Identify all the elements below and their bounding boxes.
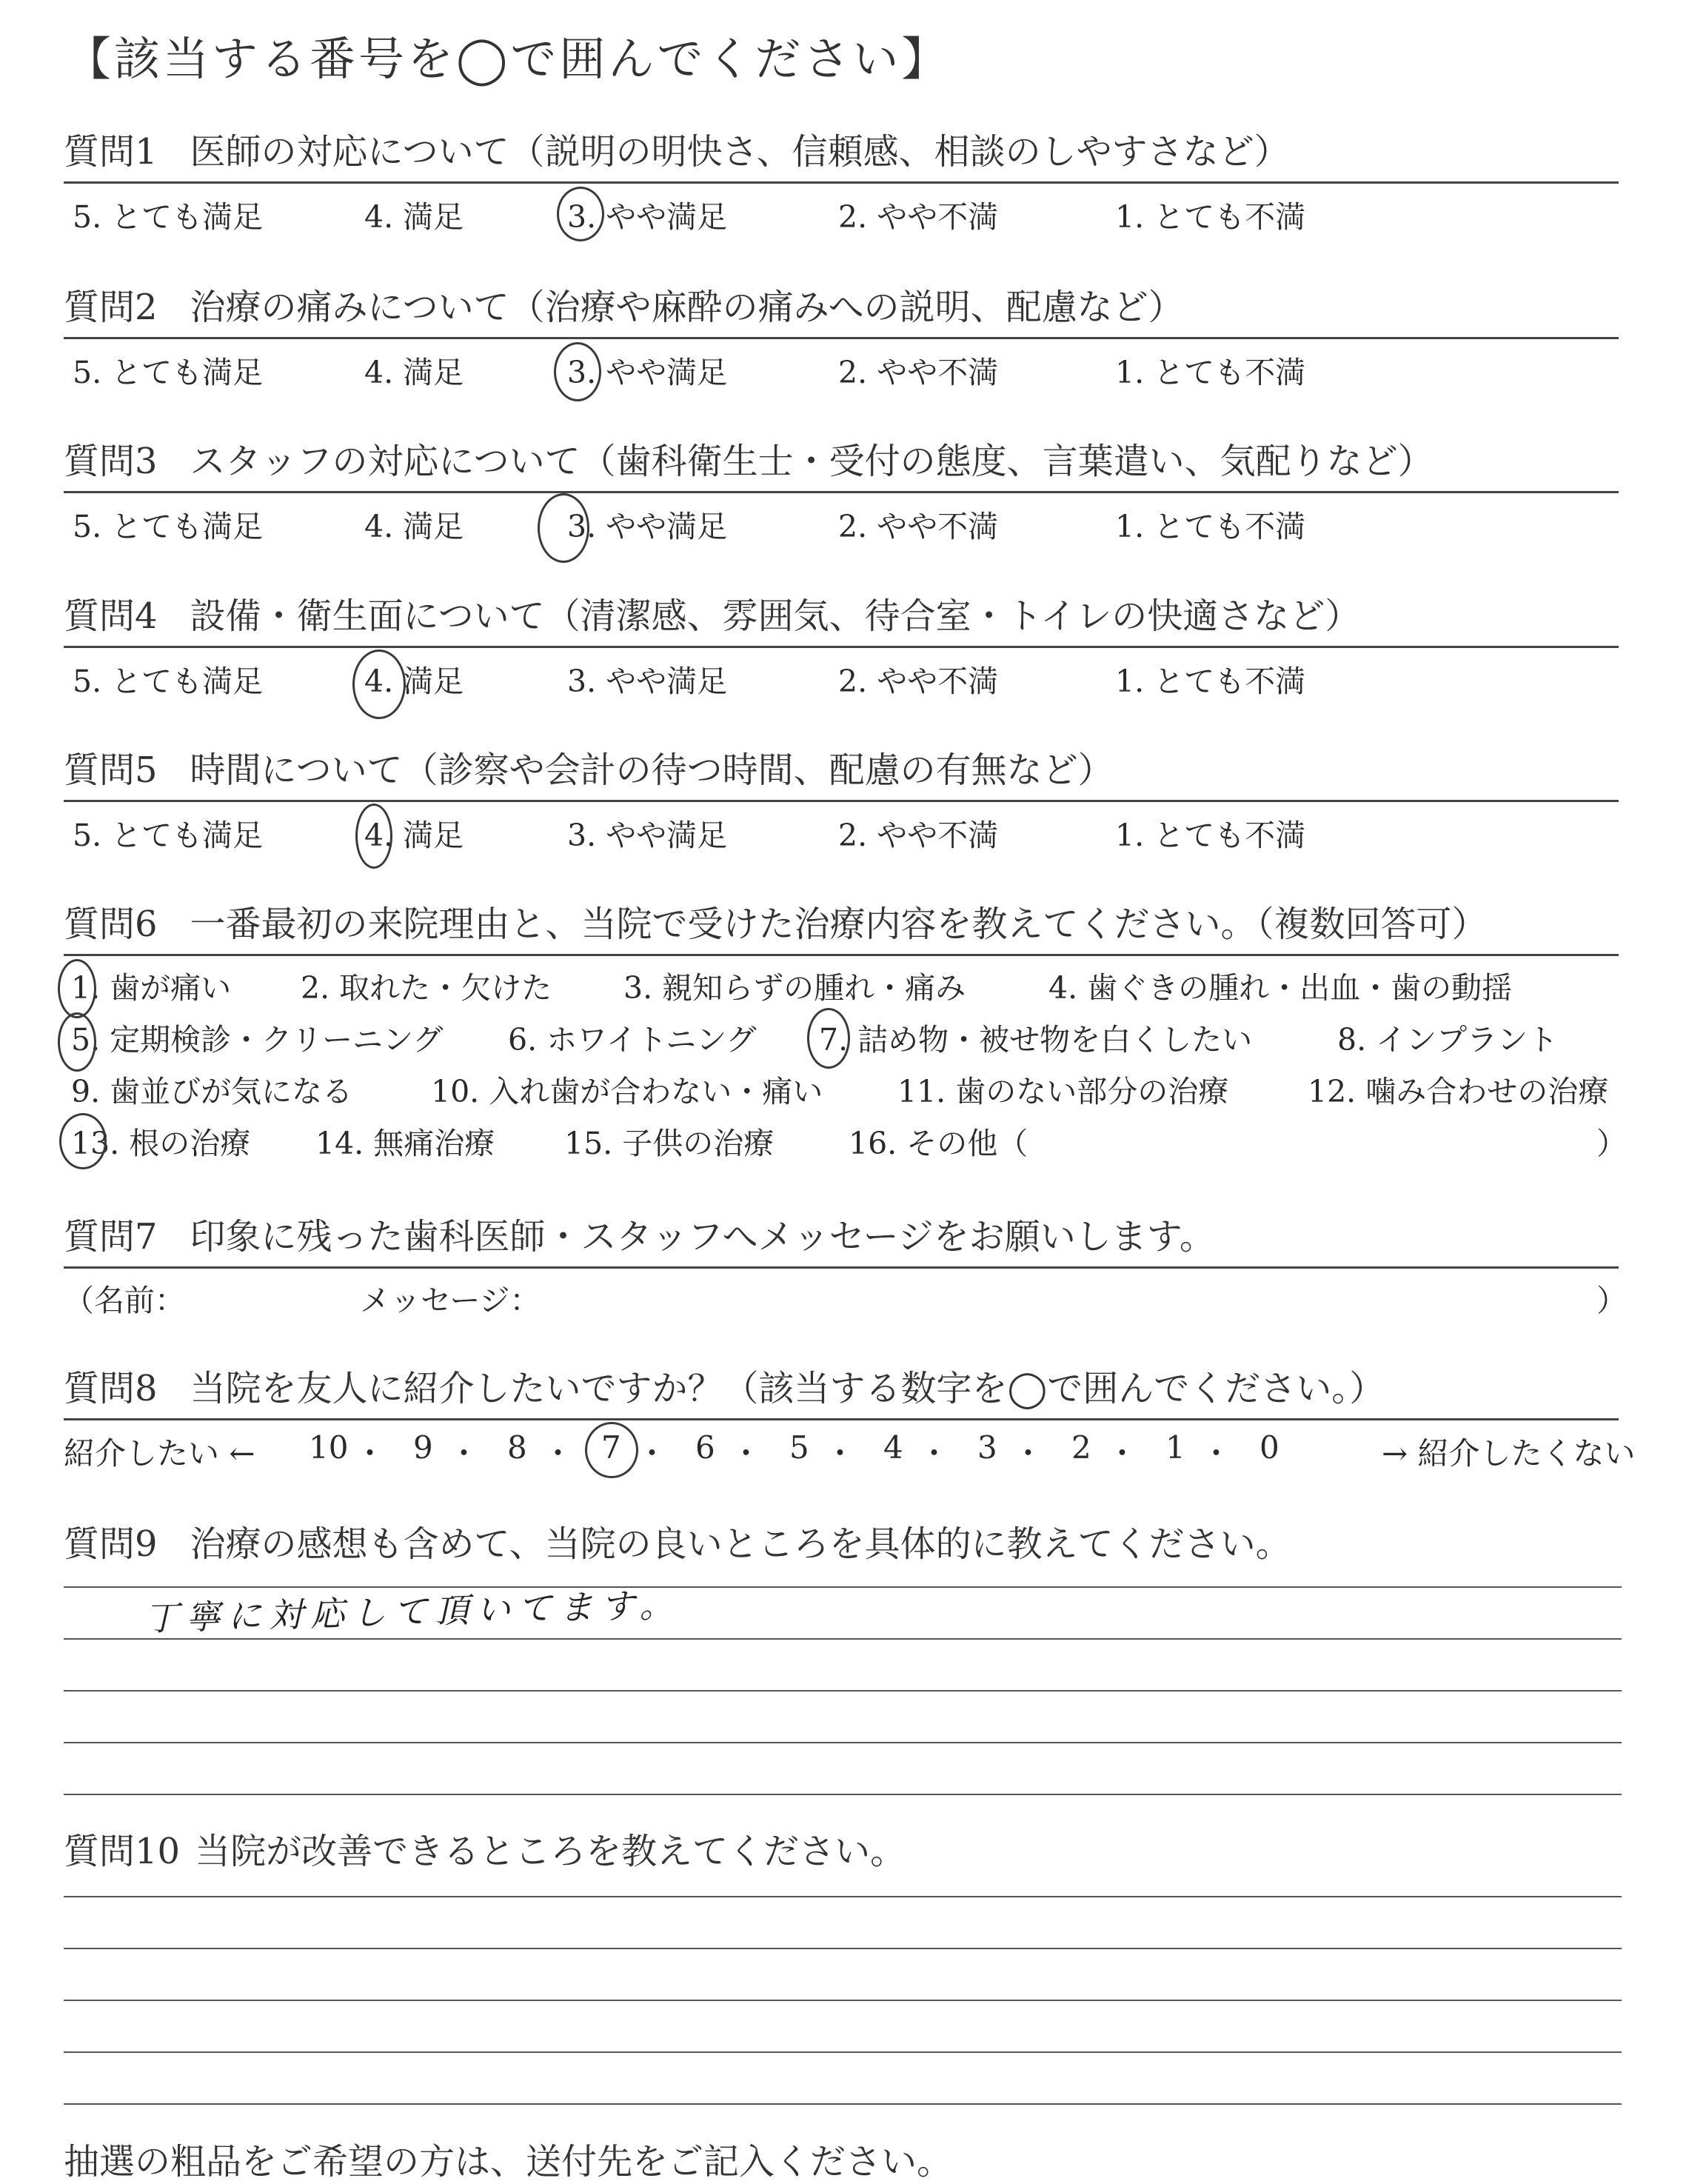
- option-5[interactable]: 5. とても満足: [73, 199, 264, 235]
- option-1[interactable]: 1. とても不満: [1115, 818, 1306, 853]
- question-title: 質問3 スタッフの対応について（歯科衛生士・受付の態度、言葉遣い、気配りなど）: [64, 439, 1619, 493]
- option-5[interactable]: 5. 定期検診・クリーニング: [71, 1022, 444, 1058]
- question-title: 質問10 当院が改善できるところを教えてください。: [64, 1831, 906, 1872]
- options-row-4: [64, 1112, 1627, 1163]
- scale-separator: ・: [542, 1435, 574, 1472]
- scale-value-8[interactable]: 8: [507, 1429, 527, 1466]
- option-1[interactable]: 1. とても不満: [1115, 664, 1306, 699]
- option-2[interactable]: 2. やや不満: [838, 664, 999, 699]
- answer-line: [64, 1690, 1622, 1692]
- scale-value-10[interactable]: 10: [309, 1429, 349, 1466]
- option-3[interactable]: 3. やや満足: [567, 355, 728, 390]
- option-4[interactable]: 4. 満足: [364, 664, 464, 699]
- rating-options: [64, 184, 1619, 236]
- option-1[interactable]: 1. とても不満: [1115, 199, 1306, 235]
- option-15[interactable]: 15. 子供の治療: [564, 1126, 775, 1161]
- option-3[interactable]: 3. やや満足: [567, 509, 728, 544]
- rating-options: [64, 802, 1619, 854]
- scale-separator: ・: [824, 1435, 856, 1472]
- question-4: [64, 594, 1619, 700]
- question-3: [64, 439, 1619, 545]
- scale-separator: ・: [730, 1435, 762, 1472]
- question-title: 質問1 医師の対応について（説明の明快さ、信頼感、相談のしやすさなど）: [64, 130, 1619, 184]
- question-title: 質問2 治療の痛みについて（治療や麻酔の痛みへの説明、配慮など）: [64, 285, 1619, 339]
- answer-line: [64, 1638, 1622, 1640]
- rating-options: [64, 648, 1619, 700]
- option-5[interactable]: 5. とても満足: [73, 818, 264, 853]
- option-3[interactable]: 3. やや満足: [567, 818, 728, 853]
- question-6: [64, 902, 1627, 1163]
- option-13[interactable]: 13. 根の治療: [71, 1126, 251, 1161]
- options-row-2: [64, 1008, 1619, 1060]
- option-16[interactable]: 16. その他（: [849, 1126, 1028, 1161]
- page-title: 【該当する番号を◯で囲んでください】: [65, 32, 951, 86]
- option-3[interactable]: 3. やや満足: [567, 664, 728, 699]
- question-1: [64, 130, 1619, 236]
- close-paren: ）: [1596, 1126, 1627, 1161]
- scale-value-4[interactable]: 4: [883, 1429, 903, 1466]
- question-7: [64, 1215, 1627, 1320]
- scale-value-7[interactable]: 7: [601, 1429, 621, 1466]
- footer-note: 抽選の粗品をご希望の方は、送付先をご記入ください。: [64, 2141, 953, 2183]
- scale-separator: ・: [636, 1435, 668, 1472]
- answer-line: [64, 1742, 1622, 1743]
- close-paren: ）: [1596, 1283, 1627, 1318]
- option-8[interactable]: 8. インプラント: [1337, 1022, 1559, 1058]
- message-label: メッセージ：: [360, 1283, 541, 1318]
- answer-line: [64, 1794, 1622, 1795]
- option-11[interactable]: 11. 歯のない部分の治療: [897, 1074, 1229, 1109]
- option-2[interactable]: 2. やや不満: [838, 818, 999, 853]
- option-4[interactable]: 4. 満足: [364, 355, 464, 390]
- scale-value-6[interactable]: 6: [695, 1429, 715, 1466]
- rating-options: [64, 493, 1619, 545]
- option-6[interactable]: 6. ホワイトニング: [508, 1022, 757, 1058]
- options-row-1: [64, 956, 1619, 1008]
- option-14[interactable]: 14. 無痛治療: [315, 1126, 495, 1161]
- recommend-scale: [64, 1420, 1636, 1480]
- option-4[interactable]: 4. 満足: [364, 199, 464, 235]
- scale-value-1[interactable]: 1: [1165, 1429, 1185, 1466]
- option-3[interactable]: 3. やや満足: [567, 199, 728, 235]
- scale-separator: ・: [1200, 1435, 1232, 1472]
- option-5[interactable]: 5. とても満足: [73, 664, 264, 699]
- scale-value-0[interactable]: 0: [1260, 1429, 1280, 1466]
- answer-line: [64, 2051, 1622, 2053]
- answer-line: [64, 2103, 1622, 2105]
- message-row: [64, 1269, 1627, 1320]
- option-2[interactable]: 2. やや不満: [838, 199, 999, 235]
- question-title: 質問4 設備・衛生面について（清潔感、雰囲気、待合室・トイレの快適さなど）: [64, 594, 1619, 648]
- scale-separator: ・: [448, 1435, 480, 1472]
- option-2[interactable]: 2. やや不満: [838, 355, 999, 390]
- options-row-3: [64, 1060, 1619, 1112]
- question-9: [64, 1522, 1619, 1574]
- question-5: [64, 748, 1619, 854]
- scale-value-9[interactable]: 9: [413, 1429, 433, 1466]
- scale-right-label: → 紹介したくない: [1382, 1435, 1636, 1472]
- option-12[interactable]: 12. 噛み合わせの治療: [1308, 1074, 1609, 1109]
- option-7[interactable]: 7. 詰め物・被せ物を白くしたい: [819, 1022, 1253, 1058]
- option-1[interactable]: 1. とても不満: [1115, 509, 1306, 544]
- question-title: 質問8 当院を友人に紹介したいですか？（該当する数字を◯で囲んでください。）: [64, 1366, 1619, 1420]
- scale-value-5[interactable]: 5: [789, 1429, 809, 1466]
- option-4[interactable]: 4. 歯ぐきの腫れ・出血・歯の動揺: [1048, 970, 1513, 1006]
- option-4[interactable]: 4. 満足: [364, 509, 464, 544]
- question-2: [64, 285, 1619, 391]
- answer-line: [64, 1948, 1622, 1949]
- option-3[interactable]: 3. 親知らずの腫れ・痛み: [623, 970, 966, 1006]
- question-title: 質問7 印象に残った歯科医師・スタッフへメッセージをお願いします。: [64, 1215, 1619, 1269]
- handwritten-answer[interactable]: 丁寧に対応して頂いてます。: [144, 1584, 681, 1639]
- option-2[interactable]: 2. 取れた・欠けた: [301, 970, 552, 1006]
- question-title: 質問6 一番最初の来院理由と、当院で受けた治療内容を教えてください。（複数回答可）: [64, 902, 1619, 956]
- option-2[interactable]: 2. やや不満: [838, 509, 999, 544]
- question-10: [64, 1829, 1619, 1881]
- option-4[interactable]: 4. 満足: [364, 818, 464, 853]
- scale-value-2[interactable]: 2: [1071, 1429, 1091, 1466]
- scale-left-label: 紹介したい ←: [64, 1435, 255, 1472]
- option-5[interactable]: 5. とても満足: [73, 509, 264, 544]
- option-9[interactable]: 9. 歯並びが気になる: [71, 1074, 353, 1109]
- option-1[interactable]: 1. とても不満: [1115, 355, 1306, 390]
- name-label: （名前：: [64, 1283, 185, 1318]
- scale-separator: ・: [1106, 1435, 1138, 1472]
- question-8: [64, 1366, 1636, 1480]
- option-10[interactable]: 10. 入れ歯が合わない・痛い: [431, 1074, 823, 1109]
- scale-separator: ・: [918, 1435, 950, 1472]
- answer-line: [64, 2000, 1622, 2001]
- scale-separator: ・: [354, 1435, 386, 1472]
- scale-separator: ・: [1012, 1435, 1044, 1472]
- rating-options: [64, 339, 1619, 391]
- option-5[interactable]: 5. とても満足: [73, 355, 264, 390]
- answer-line: [64, 1896, 1622, 1897]
- option-1[interactable]: 1. 歯が痛い: [71, 970, 232, 1006]
- question-title: 質問5 時間について（診察や会計の待つ時間、配慮の有無など）: [64, 748, 1619, 802]
- question-title: 質問9 治療の感想も含めて、当院の良いところを具体的に教えてください。: [64, 1523, 1291, 1565]
- scale-value-3[interactable]: 3: [977, 1429, 997, 1466]
